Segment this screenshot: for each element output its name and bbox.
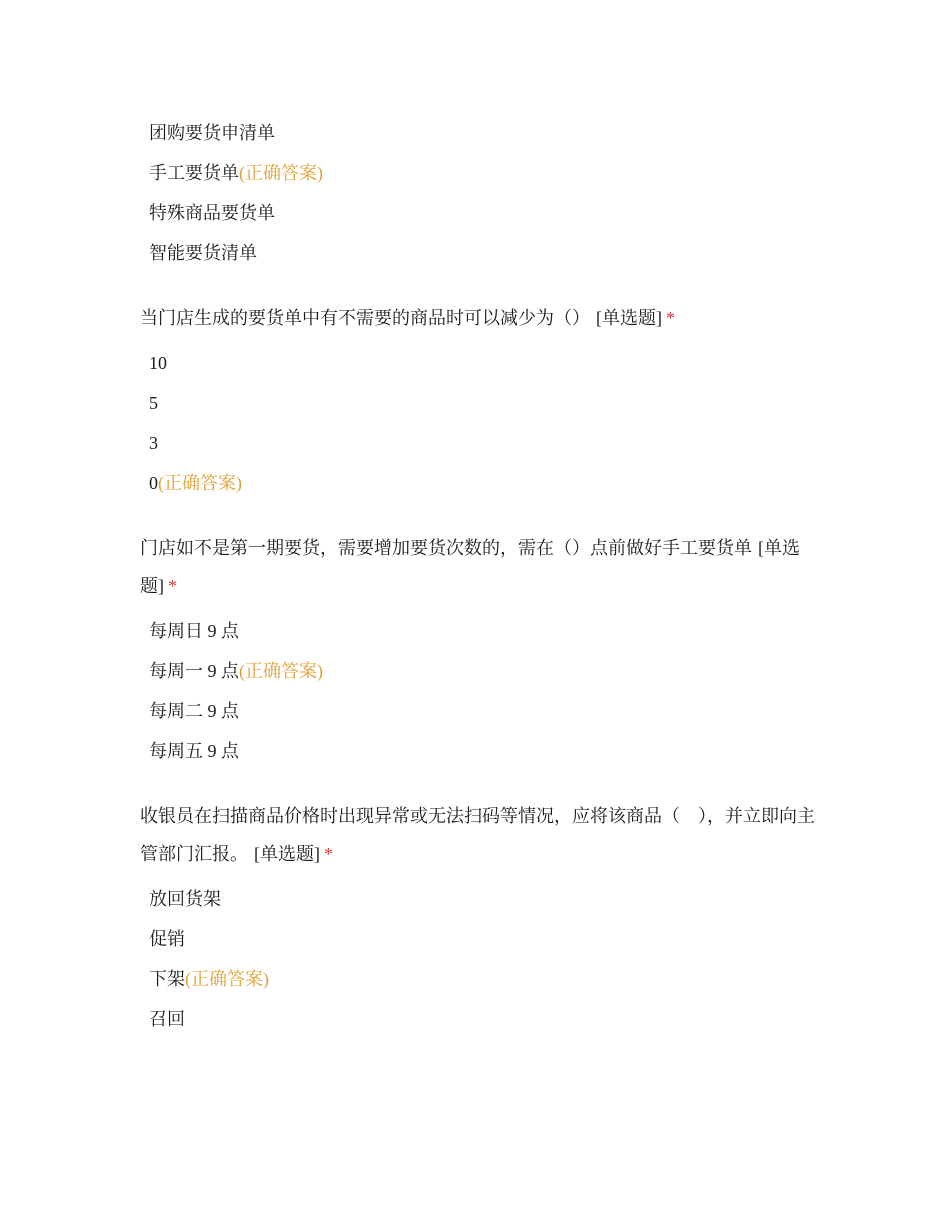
option-text: 每周二 9 点 xyxy=(149,701,239,721)
option-item xyxy=(140,879,820,919)
option-item xyxy=(140,233,820,273)
option-text: 每周一 9 点 xyxy=(149,661,239,681)
correct-answer-label: (正确答案) xyxy=(239,661,323,681)
question-text: 收银员在扫描商品价格时出现异常或无法扫码等情况，应将该商品（ ），并立即向主管部门汇报。 xyxy=(140,806,815,864)
option-text: 下架 xyxy=(149,969,185,989)
question-type-label: [单选题] xyxy=(596,308,662,328)
option-item xyxy=(140,383,820,423)
option-item xyxy=(140,999,820,1039)
question-title xyxy=(140,797,820,873)
question-text: 当门店生成的要货单中有不需要的商品时可以减少为（） xyxy=(140,308,590,328)
required-mark: * xyxy=(666,308,675,328)
option-list xyxy=(140,113,820,273)
option-text: 0 xyxy=(149,473,158,493)
question-block xyxy=(140,113,820,273)
option-text: 每周日 9 点 xyxy=(149,621,239,641)
option-item xyxy=(140,193,820,233)
question-title xyxy=(140,529,820,605)
option-text: 召回 xyxy=(149,1009,185,1029)
option-list xyxy=(140,611,820,771)
option-text: 特殊商品要货单 xyxy=(149,203,275,223)
correct-answer-label: (正确答案) xyxy=(239,163,323,183)
option-text: 智能要货清单 xyxy=(149,243,257,263)
option-text: 10 xyxy=(149,353,167,373)
survey-answer-sheet xyxy=(140,113,820,1039)
option-item xyxy=(140,959,820,999)
option-item xyxy=(140,113,820,153)
option-text: 团购要货申清单 xyxy=(149,123,275,143)
option-item xyxy=(140,463,820,503)
option-text: 5 xyxy=(149,393,158,413)
option-text: 放回货架 xyxy=(149,889,221,909)
option-text: 每周五 9 点 xyxy=(149,741,239,761)
option-item xyxy=(140,611,820,651)
option-text: 手工要货单 xyxy=(149,163,239,183)
question-title xyxy=(140,299,820,337)
option-text: 促销 xyxy=(149,929,185,949)
required-mark: * xyxy=(168,576,177,596)
question-type-label: [单选题] xyxy=(140,538,800,596)
question-text: 门店如不是第一期要货，需要增加要货次数的，需在（）点前做好手工要货单 xyxy=(140,538,752,558)
question-block xyxy=(140,529,820,771)
correct-answer-label: (正确答案) xyxy=(158,473,242,493)
question-block xyxy=(140,299,820,503)
required-mark: * xyxy=(324,844,333,864)
option-list xyxy=(140,343,820,503)
correct-answer-label: (正确答案) xyxy=(185,969,269,989)
question-block xyxy=(140,797,820,1039)
option-item xyxy=(140,731,820,771)
option-item xyxy=(140,343,820,383)
option-item xyxy=(140,691,820,731)
option-text: 3 xyxy=(149,433,158,453)
option-item xyxy=(140,919,820,959)
option-list xyxy=(140,879,820,1039)
option-item xyxy=(140,153,820,193)
option-item xyxy=(140,651,820,691)
option-item xyxy=(140,423,820,463)
question-type-label: [单选题] xyxy=(254,844,320,864)
